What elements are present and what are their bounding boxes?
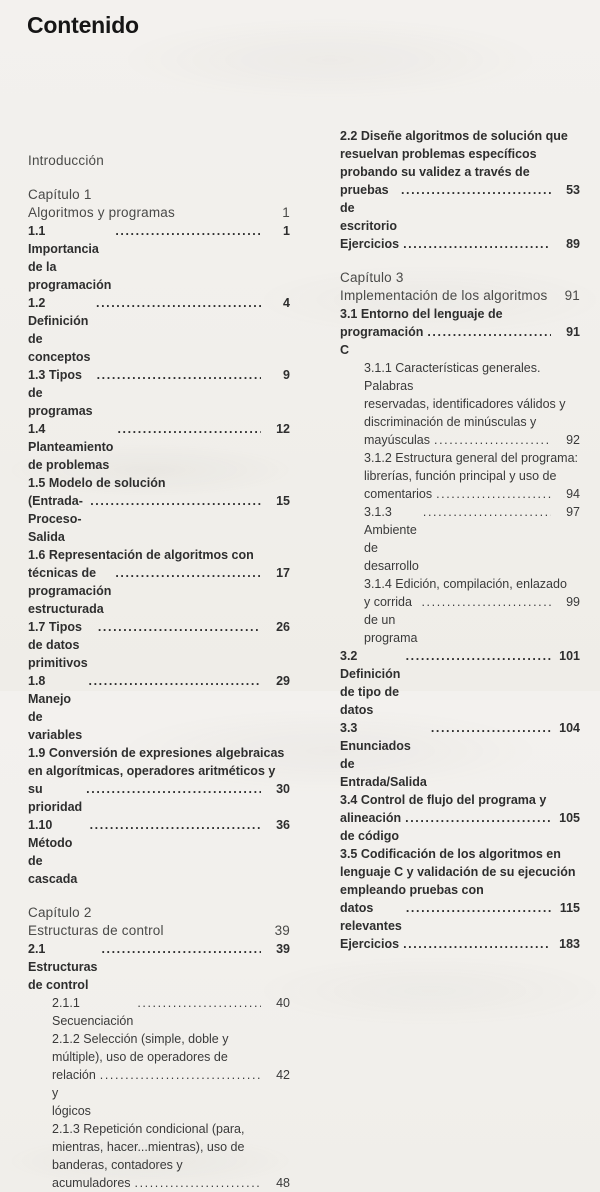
- toc-line-text: Introducción: [28, 153, 104, 168]
- toc-line-text: 2.1.1 Secuenciación: [52, 996, 134, 1028]
- toc-line: [28, 816, 290, 888]
- toc-line-text: mayúsculas: [364, 433, 430, 447]
- toc-line-text: resuelvan problemas específicos: [340, 147, 537, 161]
- page-number: 15: [276, 494, 290, 508]
- toc-line-text: banderas, contadores y: [52, 1158, 183, 1172]
- toc-subentry-block: [28, 1030, 290, 1120]
- toc-line-text: 3.4 Control de flujo del programa y: [340, 793, 547, 807]
- toc-line: [340, 163, 580, 181]
- toc-line: [340, 791, 580, 809]
- page-number: 4: [283, 296, 290, 310]
- toc-line-text: 3.1.3 Ambiente de desarrollo: [364, 505, 421, 573]
- toc-line-text: Capítulo 3: [340, 270, 404, 285]
- toc-line-text: 1.2 Definición de conceptos: [28, 296, 92, 364]
- toc-chapter-block: [28, 904, 290, 940]
- toc-line: [340, 881, 580, 899]
- toc-line-text: Ejercicios: [340, 937, 400, 951]
- toc-line-text: librerías, función principal y uso de: [364, 469, 557, 483]
- page-number: 17: [276, 566, 290, 580]
- toc-line-text: mientras, hacer...mientras), uso de: [52, 1140, 245, 1154]
- toc-line: [52, 994, 290, 1030]
- page-number: 89: [566, 237, 580, 251]
- toc-entry-block: [28, 474, 290, 546]
- toc-right-column: [340, 127, 580, 953]
- toc-intro-block: [28, 152, 290, 170]
- dot-leader: [96, 294, 261, 312]
- toc-subentry-block: [340, 503, 580, 575]
- toc-line: [340, 235, 580, 253]
- toc-entry-block: [340, 845, 580, 935]
- toc-entry-block: [28, 420, 290, 474]
- toc-line: [340, 899, 580, 935]
- toc-line-text: 3.1 Entorno del lenguaje de: [340, 307, 503, 321]
- dot-leader: [405, 809, 551, 827]
- toc-chapter-block: [340, 269, 580, 305]
- toc-line: [52, 1048, 290, 1066]
- toc-line-text: Estructuras de control: [28, 923, 164, 938]
- dot-leader: [115, 564, 261, 582]
- toc-line-text: 1.1 Importancia de la programación: [28, 224, 112, 292]
- toc-line-text: 3.1.2 Estructura general del programa:: [364, 451, 579, 465]
- toc-line: [364, 575, 580, 593]
- page-number: 115: [559, 901, 580, 915]
- toc-line: [28, 780, 290, 816]
- toc-line: [340, 305, 580, 323]
- toc-line-text: 1.9 Conversión de expresiones algebraicas: [28, 746, 285, 760]
- dot-leader: [115, 222, 261, 240]
- page-number: 48: [276, 1176, 290, 1190]
- toc-line: [52, 1120, 290, 1138]
- toc-line-text: pruebas de escritorio: [340, 183, 397, 233]
- toc-entry-block: [340, 127, 580, 235]
- toc-line-text: 3.2 Definición de tipo de datos: [340, 649, 404, 717]
- toc-line-text: 1.3 Tipos de programas: [28, 368, 93, 418]
- toc-line: [340, 809, 580, 845]
- dot-leader: [406, 647, 551, 665]
- toc-subentry-block: [340, 575, 580, 647]
- toc-line-text: 3.1.1 Características generales. Palabras: [364, 361, 544, 393]
- toc-line: [28, 204, 290, 222]
- toc-line: [28, 564, 290, 618]
- toc-line: [340, 719, 580, 791]
- toc-entry-block: [28, 366, 290, 420]
- page-number: 1: [282, 205, 290, 220]
- dot-leader: [406, 899, 551, 917]
- toc-line-text: y corrida de un programa: [364, 595, 418, 645]
- toc-line-text: alineación de código: [340, 811, 405, 843]
- page-number: 1: [283, 224, 290, 238]
- toc-line: [364, 485, 580, 503]
- toc-line-text: discriminación de minúsculas y: [364, 415, 537, 429]
- toc-subentry-block: [340, 359, 580, 449]
- page-title: Contenido: [27, 12, 139, 38]
- toc-line: [364, 431, 580, 449]
- toc-entry-block: [28, 618, 290, 672]
- dot-leader: [89, 672, 261, 690]
- toc-line: [28, 672, 290, 744]
- toc-line-text: probando su validez a través de: [340, 165, 530, 179]
- toc-entry-block: [340, 935, 580, 953]
- toc-line-text: 2.1.2 Selección (simple, doble y: [52, 1032, 229, 1046]
- toc-line-text: 1.10 Método de cascada: [28, 818, 78, 886]
- page-number: 104: [559, 721, 580, 735]
- dot-leader: [423, 503, 551, 521]
- page-number: 94: [566, 487, 580, 501]
- page-number: 39: [276, 942, 290, 956]
- page-number: 101: [559, 649, 580, 663]
- toc-line: [28, 940, 290, 994]
- dot-leader: [401, 181, 551, 199]
- toc-line: [340, 845, 580, 863]
- dot-leader: [90, 492, 261, 510]
- toc-line-text: Capítulo 2: [28, 905, 92, 920]
- toc-entry-block: [28, 546, 290, 618]
- dot-leader: [86, 780, 261, 798]
- toc-line: [364, 359, 580, 395]
- page-number: 105: [559, 811, 580, 825]
- page-number: 30: [276, 782, 290, 796]
- dot-leader: [100, 1066, 261, 1084]
- dot-leader: [98, 618, 261, 636]
- toc-line-text: en algorítmicas, operadores aritméticos y: [28, 764, 276, 778]
- toc-line-text: 1.6 Representación de algoritmos con: [28, 548, 254, 562]
- toc-line: [52, 1066, 290, 1120]
- toc-chapter-block: [28, 186, 290, 222]
- toc-line: [364, 413, 580, 431]
- page-number: 97: [566, 505, 580, 519]
- toc-line: [364, 449, 580, 467]
- toc-entry-block: [340, 305, 580, 359]
- toc-line: [340, 145, 580, 163]
- toc-line: [28, 222, 290, 294]
- toc-line-text: Implementación de los algoritmos: [340, 288, 548, 303]
- dot-leader: [101, 940, 261, 958]
- page-number: 91: [566, 325, 580, 339]
- dot-leader: [135, 1174, 261, 1192]
- toc-line-text: 2.2 Diseñe algoritmos de solución que: [340, 129, 568, 143]
- page-number: 183: [559, 937, 580, 951]
- toc-line-text: Algoritmos y programas: [28, 205, 175, 220]
- dot-leader: [434, 431, 551, 449]
- toc-line: [52, 1138, 290, 1156]
- dot-leader: [97, 366, 261, 384]
- toc-line-text: comentarios: [364, 487, 433, 501]
- toc-line: [340, 181, 580, 235]
- toc-left-column: [28, 152, 290, 1192]
- toc-line: [28, 186, 290, 204]
- toc-line-text: lenguaje C y validación de su ejecución: [340, 865, 576, 879]
- toc-line-text: 3.1.4 Edición, compilación, enlazado: [364, 577, 567, 591]
- toc-line-text: 1.7 Tipos de datos primitivos: [28, 620, 88, 670]
- toc-line: [340, 287, 580, 305]
- toc-entry-block: [28, 744, 290, 816]
- toc-line-text: su prioridad: [28, 782, 83, 814]
- toc-entry-block: [340, 791, 580, 845]
- dot-leader: [403, 235, 551, 253]
- toc-line: [28, 152, 290, 170]
- page-number: 99: [566, 595, 580, 609]
- toc-line: [28, 366, 290, 420]
- page-number: 12: [276, 422, 290, 436]
- toc-line-text: 1.4 Planteamiento de problemas: [28, 422, 117, 472]
- toc-line: [364, 503, 580, 575]
- toc-line: [28, 744, 290, 762]
- toc-line: [28, 546, 290, 564]
- toc-entry-block: [28, 816, 290, 888]
- page-number: 92: [566, 433, 580, 447]
- dot-leader: [431, 719, 551, 737]
- toc-line: [28, 762, 290, 780]
- toc-line-text: datos relevantes: [340, 901, 402, 933]
- dot-leader: [117, 420, 261, 438]
- page-number: 39: [274, 923, 290, 938]
- toc-entry-block: [340, 719, 580, 791]
- toc-line-text: Capítulo 1: [28, 187, 92, 202]
- toc-line: [364, 467, 580, 485]
- dot-leader: [427, 323, 551, 341]
- dot-leader: [421, 593, 551, 611]
- toc-entry-block: [28, 672, 290, 744]
- toc-subentry-block: [28, 994, 290, 1030]
- toc-line-text: 2.1.3 Repetición condicional (para,: [52, 1122, 245, 1136]
- toc-entry-block: [340, 647, 580, 719]
- toc-line: [28, 904, 290, 922]
- toc-line: [28, 922, 290, 940]
- toc-line: [28, 618, 290, 672]
- dot-leader: [90, 816, 261, 834]
- toc-line: [52, 1174, 290, 1192]
- toc-line: [52, 1030, 290, 1048]
- toc-line-text: 1.8 Manejo de variables: [28, 674, 83, 742]
- page-number: 53: [566, 183, 580, 197]
- toc-line: [340, 269, 580, 287]
- toc-entry-block: [28, 294, 290, 366]
- page-number: 91: [564, 288, 580, 303]
- toc-subentry-block: [28, 1120, 290, 1192]
- toc-line-text: reservadas, identificadores válidos y: [364, 397, 566, 411]
- dot-leader: [137, 994, 261, 1012]
- toc-line-text: 3.5 Codificación de los algoritmos en: [340, 847, 561, 861]
- toc-line: [340, 127, 580, 145]
- page-number: 36: [276, 818, 290, 832]
- toc-line: [28, 294, 290, 366]
- toc-line: [340, 863, 580, 881]
- toc-line: [28, 474, 290, 492]
- toc-line-text: 1.5 Modelo de solución: [28, 476, 166, 490]
- toc-subentry-block: [340, 449, 580, 503]
- page-number: 29: [276, 674, 290, 688]
- page-number: 40: [276, 996, 290, 1010]
- toc-line-text: acumuladores: [52, 1176, 131, 1190]
- toc-line: [364, 395, 580, 413]
- toc-line: [28, 420, 290, 474]
- toc-line-text: Ejercicios: [340, 237, 400, 251]
- toc-line-text: 2.1 Estructuras de control: [28, 942, 101, 992]
- toc-entry-block: [28, 940, 290, 994]
- dot-leader: [403, 935, 551, 953]
- toc-line-text: (Entrada-Proceso-Salida: [28, 494, 83, 544]
- toc-line: [340, 323, 580, 359]
- toc-line-text: programación C: [340, 325, 427, 357]
- page-number: 9: [283, 368, 290, 382]
- toc-line-text: múltiple), uso de operadores de: [52, 1050, 228, 1064]
- toc-line: [364, 593, 580, 647]
- dot-leader: [436, 485, 551, 503]
- toc-line-text: relación y lógicos: [52, 1068, 103, 1118]
- page-number: 26: [276, 620, 290, 634]
- toc-line: [340, 647, 580, 719]
- page-number: 42: [276, 1068, 290, 1082]
- toc-entry-block: [340, 235, 580, 253]
- toc-entry-block: [28, 222, 290, 294]
- toc-line: [52, 1156, 290, 1174]
- toc-line-text: 3.3 Enunciados de Entrada/Salida: [340, 721, 427, 789]
- toc-line: [340, 935, 580, 953]
- toc-line-text: empleando pruebas con: [340, 883, 484, 897]
- toc-line: [28, 492, 290, 546]
- toc-line-text: técnicas de programación estructurada: [28, 566, 115, 616]
